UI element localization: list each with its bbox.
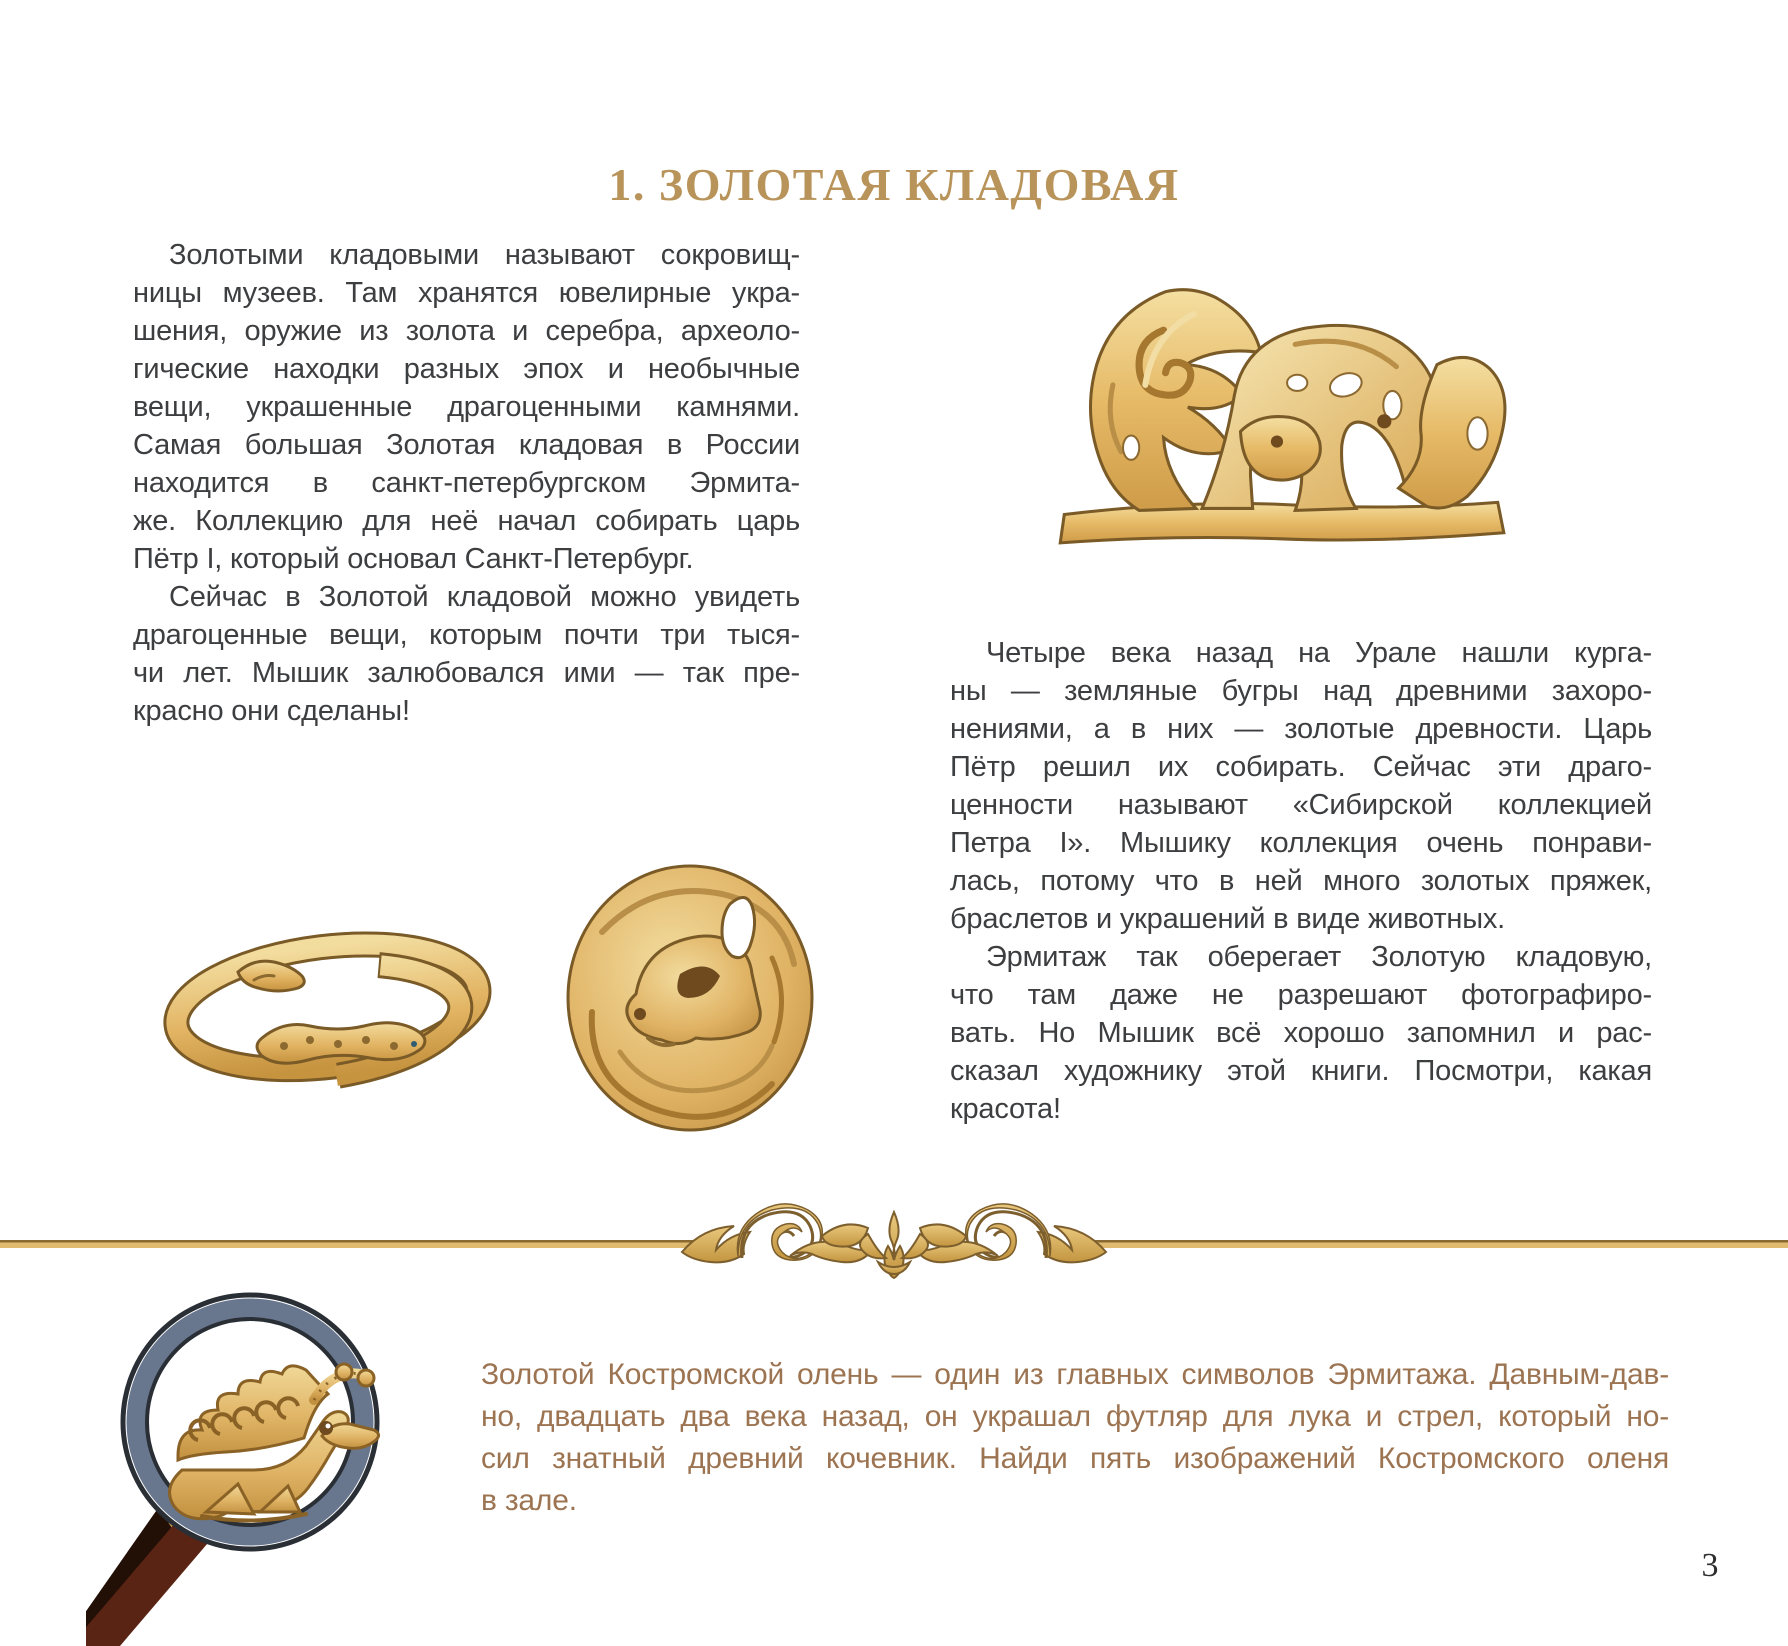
page-title: 1. ЗОЛОТАЯ КЛАДОВАЯ bbox=[608, 158, 1180, 210]
caption-line: в зале. bbox=[481, 1484, 577, 1517]
gold-disc-plaque-illustration bbox=[562, 862, 818, 1134]
text-line: Самая большая Золотая кладовая в России bbox=[133, 429, 800, 461]
text-line: находится в санкт-петербургском Эрмита- bbox=[133, 467, 800, 499]
caption-line: сил знатный древний кочевник. Найди пять изображений Костромского оленя bbox=[481, 1442, 1669, 1475]
text-line: вещи, украшенные драгоценными камнями. bbox=[133, 391, 800, 423]
text-line: нениями, а в них — золотые древности. Царь bbox=[950, 713, 1652, 745]
right-text-column bbox=[950, 634, 1652, 1128]
text-line: Пётр I, который основал Санкт-Петербург. bbox=[133, 543, 694, 575]
text-line: ны — земляные бугры над древними захоро- bbox=[950, 675, 1652, 707]
text-line: гические находки разных эпох и необычные bbox=[133, 353, 800, 385]
text-line: красно они сделаны! bbox=[133, 695, 410, 727]
text-line: Сейчас в Золотой кладовой можно увидеть bbox=[169, 581, 800, 613]
text-line: вать. Но Мышик всё хорошо запомнил и рас- bbox=[950, 1017, 1652, 1049]
gold-bracelet-illustration bbox=[142, 928, 494, 1096]
caption-line: но, двадцать два века назад, он украшал футляр для лука и стрел, который но- bbox=[481, 1400, 1669, 1433]
left-text-column bbox=[133, 236, 800, 730]
text-line: красота! bbox=[950, 1093, 1061, 1125]
text-line: браслетов и украшений в виде животных. bbox=[950, 903, 1506, 935]
caption-line: Золотой Костромской олень — один из главных символов Эрмитажа. Давным-дав- bbox=[481, 1358, 1669, 1391]
text-line: драгоценные вещи, которым почти три тыся- bbox=[133, 619, 800, 651]
text-line: ницы музеев. Там хранятся ювелирные укра- bbox=[133, 277, 800, 309]
text-line: ценности называют «Сибирской коллекцией bbox=[950, 789, 1652, 821]
text-line: сказал художнику этой книги. Посмотри, какая bbox=[950, 1055, 1652, 1087]
text-line: шения, оружие из золота и серебра, археоло- bbox=[133, 315, 800, 347]
text-line: Эрмитаж так оберегает Золотую кладовую, bbox=[986, 941, 1652, 973]
text-line: Петра I». Мышику коллекция очень понрави- bbox=[950, 827, 1652, 859]
text-line: Пётр решил их собирать. Сейчас эти драго- bbox=[950, 751, 1652, 783]
page-number: 3 bbox=[1701, 1547, 1719, 1584]
text-line: Четыре века назад на Урале нашли курга- bbox=[986, 637, 1652, 669]
gold-plaque-illustration bbox=[1042, 232, 1518, 558]
text-line: что там даже не разрешают фотографиро- bbox=[950, 979, 1652, 1011]
text-line: лась, потому что в ней много золотых пряжек, bbox=[950, 865, 1652, 897]
text-line: же. Коллекцию для неё начал собирать царь bbox=[133, 505, 800, 537]
magnifier-icon bbox=[86, 1288, 420, 1646]
text-line: чи лет. Мышик залюбовался ими — так пре- bbox=[133, 657, 800, 689]
divider-ornament bbox=[672, 1200, 1116, 1284]
text-line: Золотыми кладовыми называют сокровищ- bbox=[169, 239, 800, 271]
caption-text bbox=[481, 1354, 1669, 1522]
